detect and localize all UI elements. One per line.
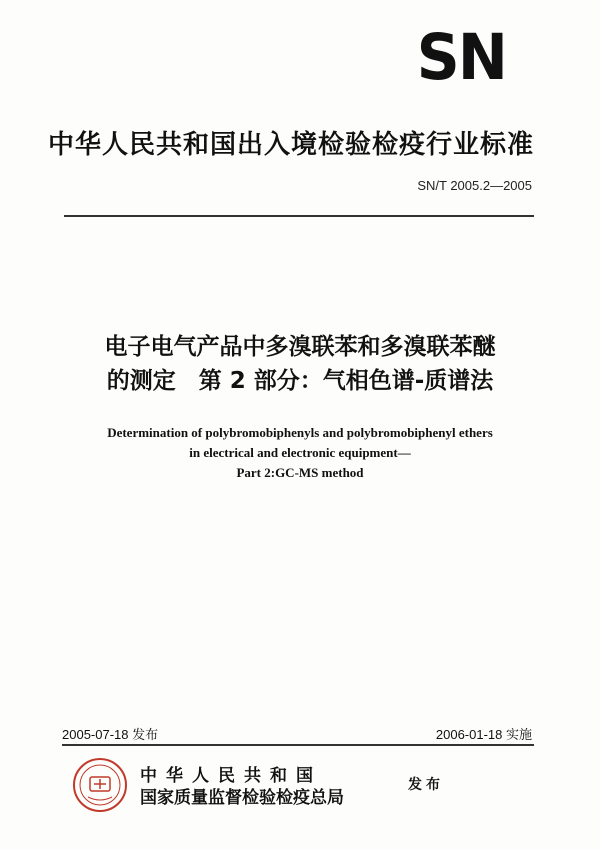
chinese-title-line-2: 的测定 第 2 部分：气相色谱-质谱法 [106, 368, 494, 394]
quality-inspection-seal-icon [72, 757, 128, 813]
header-divider [64, 215, 534, 217]
english-title-line-1: Determination of polybromobiphenyls and polybromobiphenyl ethers [107, 425, 493, 440]
english-title [0, 423, 600, 483]
standard-number: SN/T 2005.2—2005 [417, 178, 532, 193]
chinese-title [0, 330, 600, 398]
implementation-date: 2006-01-18 实施 [435, 727, 532, 742]
publisher-line-1: 中华人民共和国 [140, 766, 322, 786]
english-title-line-2: in electrical and electronic equipment— [189, 445, 411, 460]
english-title-line-3: Part 2:GC-MS method [236, 465, 364, 480]
publisher-block [140, 765, 344, 809]
chinese-title-line-1: 电子电气产品中多溴联苯和多溴联苯醚 [104, 334, 496, 360]
issue-date: 2005-07-18 发布 [62, 727, 159, 742]
publisher-line-2: 国家质量监督检验检疫总局 [140, 788, 344, 808]
issuer-title: 中华人民共和国出入境检验检疫行业标准 [48, 130, 535, 160]
footer-divider [62, 744, 534, 746]
publish-label: 发布 [408, 777, 444, 793]
sn-logo: SN [416, 21, 506, 95]
